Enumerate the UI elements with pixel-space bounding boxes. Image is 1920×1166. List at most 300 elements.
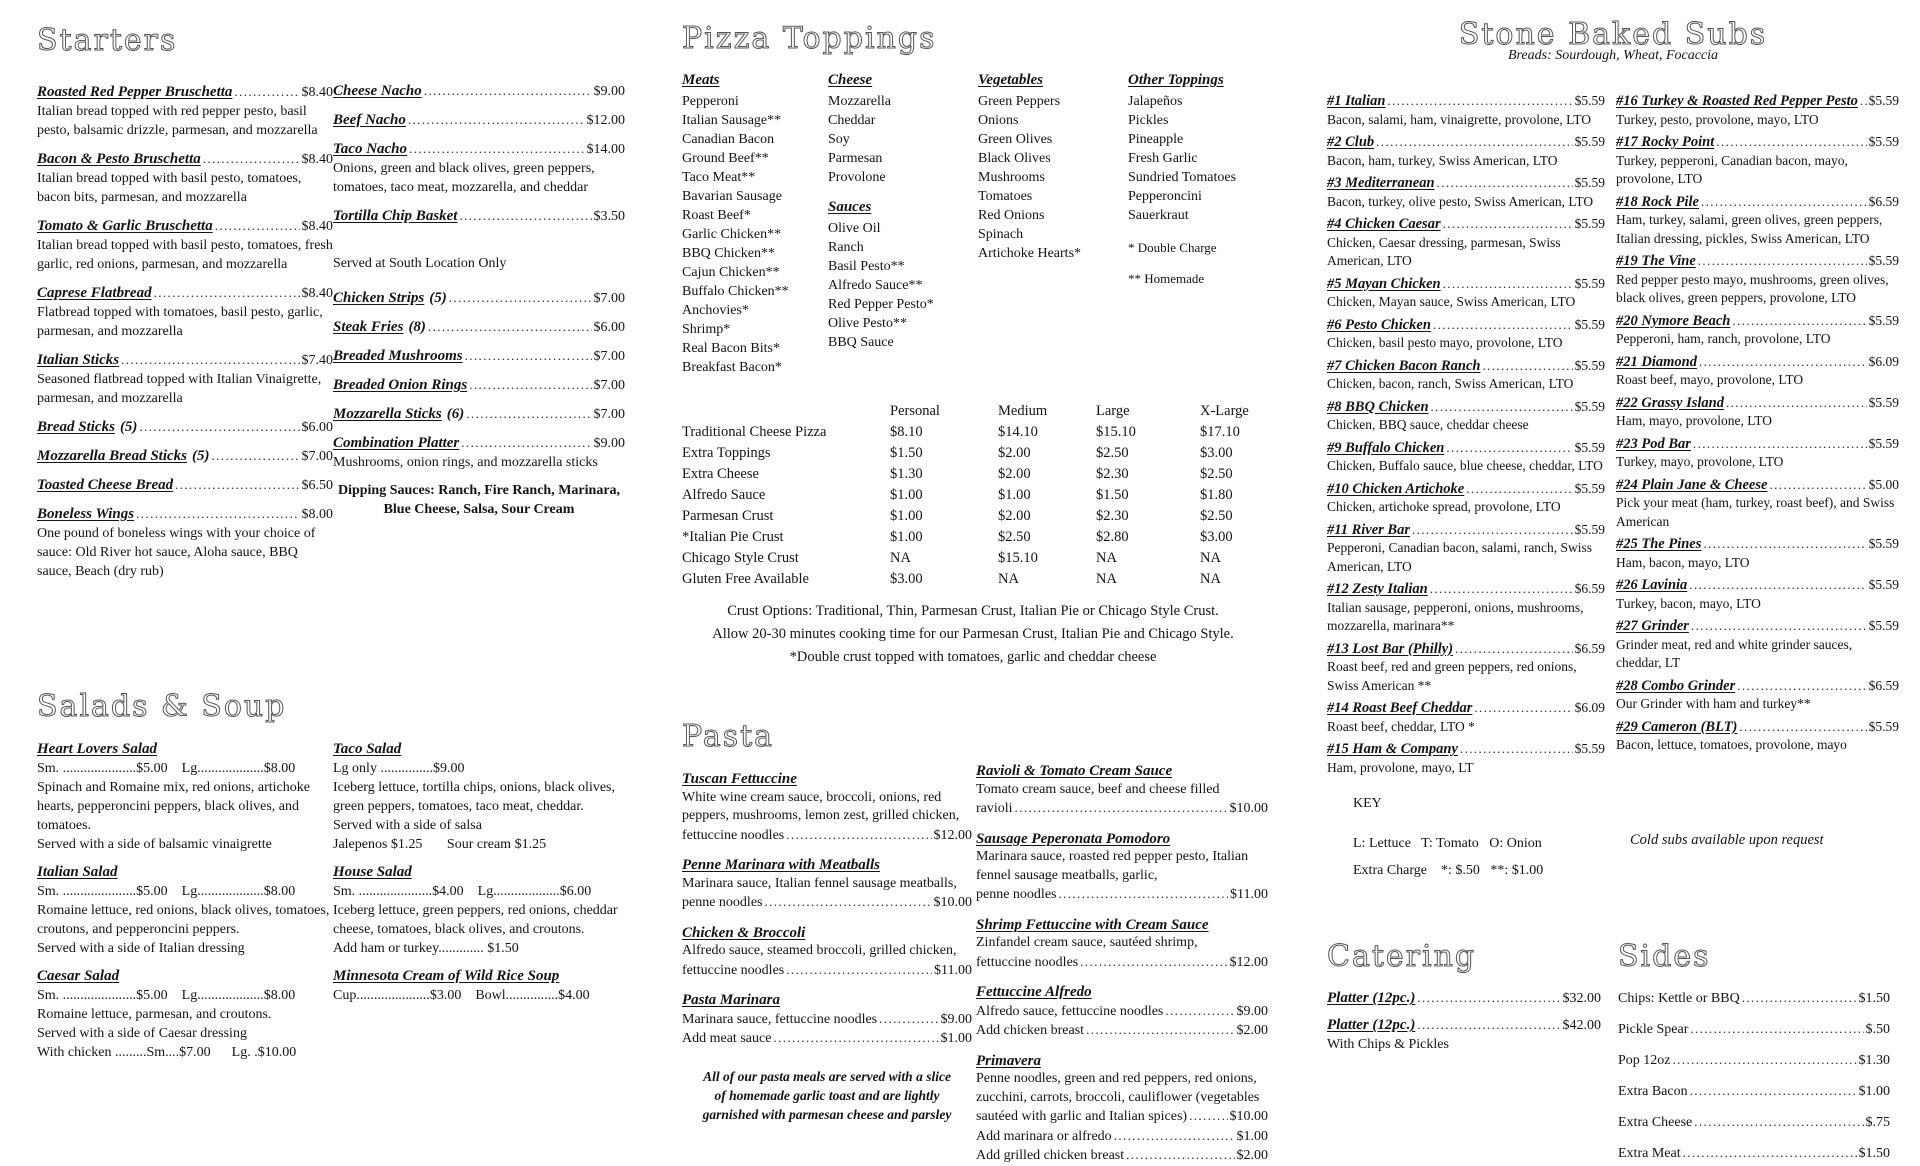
- pizza-table-value: $1.00: [890, 508, 923, 524]
- menu-item-desc: Chicken, BBQ sauce, cheddar cheese: [1327, 417, 1529, 432]
- dot-leader: [879, 1010, 938, 1030]
- menu-item: [1327, 275, 1605, 312]
- pizza-table-value: $1.00: [890, 487, 923, 503]
- menu-item: [333, 967, 635, 1005]
- menu-item-price: $42.00: [1562, 1018, 1601, 1033]
- menu-item: [333, 433, 625, 472]
- menu-item-desc: Chicken, Caesar dressing, parmesan, Swiss American, LTO: [1327, 234, 1561, 268]
- dot-leader: [139, 417, 299, 437]
- menu-item-name: #28 Combo Grinder: [1616, 677, 1736, 694]
- pizza-table-label: Extra Toppings: [682, 445, 771, 461]
- menu-item-price: $5.59: [1574, 398, 1605, 414]
- menu-item-name: Tuscan Fettuccine: [682, 771, 797, 787]
- menu-item-price-line: [976, 1146, 1268, 1166]
- menu-item-desc: Italian bread topped with red pepper pesto, basil pesto, balsamic drizzle, parmesan, and mozzarella: [37, 104, 318, 138]
- topping-item: BBQ Sauce: [828, 335, 894, 350]
- menu-item-line: With chicken .........Sm....$7.00 Lg. .$10.00: [37, 1045, 297, 1060]
- dot-leader: [154, 283, 300, 303]
- menu-item: [333, 375, 625, 395]
- price-line-label: fettuccine noodles: [682, 962, 785, 978]
- dot-leader: [1455, 640, 1573, 659]
- menu-item-desc: Roast beef, cheddar, LTO *: [1327, 718, 1475, 734]
- menu-item-desc: Ham, bacon, mayo, LTO: [1616, 554, 1750, 570]
- pasta-note-line: All of our pasta meals are served with a slice: [703, 1068, 951, 1084]
- menu-item-name: #17 Rocky Point: [1616, 134, 1715, 150]
- dot-leader: [1703, 535, 1866, 554]
- topping-item: Basil Pesto**: [828, 259, 905, 274]
- menu-item-price: $1.00: [1236, 1128, 1268, 1144]
- menu-item-price-line: [682, 893, 972, 913]
- pizza-table-value: NA: [1096, 550, 1117, 566]
- dot-leader: [1693, 435, 1867, 454]
- topping-item: Green Peppers: [978, 94, 1061, 109]
- menu-item: [1618, 1143, 1890, 1163]
- menu-item-price: $5.59: [1868, 577, 1899, 592]
- dot-leader: [1699, 353, 1867, 372]
- subs-title: Stone Baked Subs: [1458, 17, 1768, 52]
- menu-item-name: Minnesota Cream of Wild Rice Soup: [333, 968, 560, 984]
- menu-item-suffix: (8): [408, 319, 426, 335]
- catering-section: [1327, 938, 1601, 1061]
- pizza-price-table: [682, 401, 1264, 590]
- dot-leader: [1387, 92, 1572, 111]
- menu-item: [1616, 394, 1899, 431]
- pizza-table-value: $15.10: [998, 550, 1038, 566]
- menu-item-price: $1.30: [1858, 1053, 1890, 1068]
- menu-item-desc: Bacon, lettuce, tomatoes, provolone, mayo: [1616, 737, 1847, 752]
- menu-item-desc: Italian sausage, pepperoni, onions, mushrooms, mozzarella, marinara**: [1327, 599, 1584, 633]
- menu-item-head: [1327, 521, 1605, 540]
- menu-item-head: [1327, 699, 1605, 718]
- menu-item-head: [37, 475, 333, 495]
- key-extra-charge-line: Extra Charge *: $.50 **: $1.00: [1353, 863, 1544, 878]
- menu-item-price-line: [682, 1010, 972, 1030]
- sides-title: Sides: [1618, 939, 1711, 974]
- pizza-table-value: $1.00: [998, 487, 1031, 503]
- menu-item-name: Roasted Red Pepper Bruschetta: [37, 84, 233, 100]
- menu-item-name: #8 BBQ Chicken: [1327, 398, 1429, 415]
- menu-item-price-line: [682, 826, 972, 846]
- menu-item: [1327, 357, 1605, 394]
- dot-leader: [1446, 439, 1572, 458]
- menu-item-head: [1327, 640, 1605, 659]
- menu-item-desc: Chicken, bacon, ranch, Swiss American, LTO: [1327, 376, 1574, 391]
- dot-leader: [1015, 799, 1228, 819]
- menu-item: [1327, 215, 1605, 271]
- menu-item-sizes: Sm. .....................$4.00 Lg...................$6.00: [333, 884, 592, 899]
- menu-item-head: [682, 770, 972, 789]
- menu-item-price: $14.00: [586, 142, 625, 157]
- menu-item-price: $8.40: [301, 219, 333, 234]
- menu-item-name: #27 Grinder: [1616, 618, 1689, 634]
- dot-leader: [1482, 357, 1572, 376]
- dot-leader: [1691, 617, 1867, 636]
- menu-item: [1327, 580, 1605, 636]
- menu-item: [1327, 133, 1605, 170]
- menu-item-head: [1327, 439, 1605, 458]
- menu-item-name: #20 Nymore Beach: [1616, 312, 1731, 329]
- menu-item-head: [1616, 617, 1899, 636]
- dot-leader: [1376, 133, 1572, 152]
- menu-item: [1327, 521, 1605, 577]
- menu-item-price: $6.50: [301, 478, 333, 493]
- pizza-table-value: $2.00: [998, 508, 1031, 524]
- dot-leader: [1689, 576, 1866, 595]
- cooking-time-note: Allow 20-30 minutes cooking time for our Parmesan Crust, Italian Pie and Chicago Style.: [712, 626, 1234, 642]
- menu-item: [333, 206, 625, 226]
- menu-item-price: $5.59: [1574, 480, 1605, 496]
- dot-leader: [1417, 988, 1560, 1008]
- menu-item-head: [1616, 92, 1899, 111]
- topping-category: [978, 72, 1128, 263]
- menu-item-price: $9.00: [593, 436, 625, 451]
- menu-item-line: Served with a side of salsa: [333, 818, 482, 833]
- menu-item-name: #23 Pod Bar: [1616, 435, 1691, 452]
- menu-item: [1616, 193, 1899, 249]
- catering-items: [1327, 988, 1601, 1054]
- pizza-table-value: $1.00: [890, 529, 923, 545]
- menu-item-desc: Mushrooms, onion rings, and mozzarella sticks: [333, 455, 598, 470]
- menu-item: [1616, 535, 1899, 572]
- topping-item: Taco Meat**: [682, 170, 756, 185]
- topping-item: Ranch: [828, 240, 864, 255]
- menu-item-desc: Our Grinder with ham and turkey**: [1616, 696, 1811, 711]
- menu-item-head: [333, 288, 625, 308]
- menu-item-desc: Marinara sauce, roasted red pepper pesto, Italian fennel sausage meatballs, garlic,: [976, 849, 1249, 883]
- menu-item-head: [333, 317, 625, 337]
- topping-item: Red Onions: [978, 208, 1045, 223]
- menu-item: [976, 916, 1268, 973]
- price-line-label: Add marinara or alfredo: [976, 1128, 1112, 1144]
- dot-leader: [1742, 988, 1857, 1008]
- pasta-note-line: of homemade garlic toast and are lightly: [714, 1087, 940, 1103]
- toppings-col-vegetables: [978, 72, 1128, 389]
- menu-item-price: $1.00: [1858, 1084, 1890, 1099]
- topping-item: Soy: [828, 132, 850, 147]
- menu-item-price: $6.59: [1868, 193, 1899, 209]
- pizza-table-row: [682, 506, 1264, 527]
- menu-item: [37, 504, 333, 581]
- topping-category-name: Vegetables: [978, 72, 1043, 88]
- dot-leader: [215, 216, 300, 236]
- menu-item-desc: Italian bread topped with basil pesto, tomatoes, fresh garlic, red onions, parmesan, and mozzarella: [37, 238, 333, 272]
- south-location-note: Served at South Location Only: [333, 256, 507, 271]
- dot-leader: [175, 475, 299, 495]
- menu-item-head: [333, 139, 625, 159]
- menu-item-price-line: [682, 1029, 972, 1049]
- menu-item-head: [1616, 312, 1899, 331]
- menu-item-head: [333, 433, 625, 453]
- dot-leader: [786, 961, 932, 981]
- subs-column-1: [1327, 92, 1605, 781]
- menu-item-price: $5.59: [1574, 439, 1605, 455]
- menu-item: [1616, 252, 1899, 308]
- pizza-table-row: [682, 527, 1264, 548]
- dot-leader: [449, 288, 592, 308]
- menu-item: [1618, 1019, 1890, 1039]
- dot-leader: [1412, 521, 1573, 540]
- topping-item: Cajun Chicken**: [682, 265, 780, 280]
- menu-item: [1618, 1081, 1890, 1101]
- menu-item-name: Beef Nacho: [333, 112, 406, 128]
- menu-item-head: [1616, 435, 1899, 454]
- pizza-table-row: [682, 569, 1264, 590]
- menu-item-desc: Chicken, Buffalo sauce, blue cheese, cheddar, LTO: [1327, 458, 1603, 473]
- pizza-table-column: Medium: [998, 403, 1048, 419]
- dot-leader: [1437, 174, 1573, 193]
- menu-item-line: Served with a side of balsamic vinaigrette: [37, 837, 272, 852]
- pizza-table-value: NA: [1096, 571, 1117, 587]
- menu-item: [1616, 617, 1899, 673]
- menu-item-head: [333, 346, 625, 366]
- menu-item-head: [37, 504, 333, 524]
- dot-leader: [764, 893, 931, 913]
- menu-item-desc: With Chips & Pickles: [1327, 1037, 1449, 1052]
- menu-item-name: Tortilla Chip Basket: [333, 208, 458, 224]
- menu-item-desc: Romaine lettuce, parmesan, and croutons.: [37, 1007, 272, 1022]
- menu-item-name: Pickle Spear: [1618, 1022, 1689, 1037]
- topping-item: Garlic Chicken**: [682, 227, 782, 242]
- dot-leader: [1737, 677, 1866, 696]
- menu-item-name: #1 Italian: [1327, 93, 1386, 109]
- menu-item: [976, 762, 1268, 819]
- menu-item-price-line: [976, 1107, 1268, 1127]
- menu-item: [333, 317, 625, 337]
- menu-item: [976, 983, 1268, 1041]
- menu-item-sizes: Cup.....................$3.00 Bowl...............$4.00: [333, 988, 590, 1003]
- menu-item-name: #18 Rock Pile: [1616, 193, 1699, 210]
- salads-title: Salads & Soup: [37, 689, 287, 724]
- menu-item-sizes: Lg only ...............$9.00: [333, 761, 465, 776]
- menu-item: [976, 1052, 1268, 1166]
- menu-item-name: Pop 12oz: [1618, 1053, 1671, 1068]
- menu-item-desc: Iceberg lettuce, green peppers, red onions, cheddar cheese, tomatoes, black olives, and croutons.: [333, 903, 618, 937]
- pizza-table-value: $2.80: [1096, 529, 1129, 545]
- menu-item-name: Bread Sticks: [37, 419, 115, 435]
- menu-item: [1327, 480, 1605, 517]
- menu-item-line: Served with a side of Italian dressing: [37, 941, 245, 956]
- menu-item-head: [682, 991, 972, 1010]
- pizza-table-value: $3.00: [890, 571, 923, 587]
- dot-leader: [234, 82, 299, 102]
- menu-item-name: #11 River Bar: [1327, 521, 1410, 538]
- menu-item-desc: Zinfandel cream sauce, sautéed shrimp,: [976, 935, 1198, 950]
- menu-item-head: [1327, 988, 1601, 1008]
- menu-item-price: $9.00: [593, 84, 625, 99]
- menu-item-desc: Onions, green and black olives, green peppers, tomatoes, taco meat, mozzarella, and cheddar: [333, 161, 595, 195]
- menu-item-name: Mozzarella Bread Sticks: [37, 448, 188, 464]
- menu-item-head: [1618, 1143, 1890, 1163]
- menu-item-name: Cheese Nacho: [333, 83, 422, 99]
- menu-item-name: #24 Plain Jane & Cheese: [1616, 476, 1768, 493]
- menu-item-price: $5.59: [1868, 536, 1899, 551]
- menu-item-suffix: (5): [429, 290, 447, 306]
- menu-item: [1616, 312, 1899, 349]
- menu-item: [1327, 439, 1605, 476]
- menu-item-name: Platter (12pc.): [1327, 1017, 1416, 1033]
- menu-item-price: $9.00: [940, 1011, 972, 1027]
- dot-leader: [1673, 1050, 1857, 1070]
- menu-item-price: $7.00: [593, 291, 625, 306]
- menu-item: [1616, 133, 1899, 189]
- dot-leader: [424, 81, 592, 101]
- menu-item: [1616, 92, 1899, 129]
- menu-item-desc: Ham, mayo, provolone, LTO: [1616, 413, 1772, 428]
- dot-leader: [1690, 1081, 1857, 1101]
- dot-leader: [212, 446, 300, 466]
- menu-item-name: #10 Chicken Artichoke: [1327, 480, 1465, 497]
- menu-item-head: [37, 149, 333, 169]
- menu-item-price-line: [976, 885, 1268, 905]
- menu-item-price: $1.50: [1858, 991, 1890, 1006]
- menu-item-head: [333, 110, 625, 130]
- pizza-table-value: $2.50: [998, 529, 1031, 545]
- pizza-table-row: [682, 485, 1264, 506]
- price-line-label: ravioli: [976, 801, 1013, 816]
- menu-item: [1327, 640, 1605, 696]
- dot-leader: [1694, 1112, 1863, 1132]
- dot-leader: [1126, 1146, 1234, 1166]
- menu-item-price: $6.00: [301, 420, 333, 435]
- menu-item-desc: Ham, turkey, salami, green olives, green peppers, Italian dressing, pickles, Swiss American, LTO: [1616, 212, 1883, 246]
- menu-item-head: [1616, 193, 1899, 212]
- menu-item: [37, 740, 339, 854]
- menu-item-head: [37, 740, 339, 759]
- menu-item-price: $5.59: [1868, 394, 1899, 410]
- menu-item: [333, 139, 625, 197]
- menu-item-name: Taco Salad: [333, 741, 402, 757]
- topping-category: [828, 199, 978, 352]
- menu-item-name: #3 Mediterranean: [1327, 175, 1435, 191]
- menu-item-head: [1327, 398, 1605, 417]
- menu-item-sizes: Sm. .....................$5.00 Lg...................$8.00: [37, 884, 296, 899]
- pizza-table-value: $17.10: [1200, 424, 1240, 440]
- pasta-column-1: [682, 770, 972, 1049]
- menu-item-head: [1618, 1050, 1890, 1070]
- menu-item-price-line: [976, 1002, 1268, 1022]
- menu-item-head: [1616, 576, 1899, 595]
- pizza-table-value: $14.10: [998, 424, 1038, 440]
- menu-item-price: $5.59: [1574, 316, 1605, 332]
- menu-item-desc: Ham, provolone, mayo, LT: [1327, 759, 1474, 775]
- topping-item: Canadian Bacon: [682, 132, 775, 147]
- starters-section: [37, 22, 333, 590]
- menu-item-head: [1616, 476, 1899, 495]
- menu-item: [1616, 677, 1899, 714]
- dot-leader: [1058, 885, 1228, 905]
- dot-leader: [786, 826, 931, 846]
- topping-item: Sundried Tomatoes: [1128, 170, 1237, 185]
- menu-item-price: $6.59: [1574, 640, 1605, 656]
- menu-item-desc: Chicken, basil pesto mayo, provolone, LTO: [1327, 335, 1563, 350]
- menu-item-head: [1327, 357, 1605, 376]
- menu-item: [1327, 92, 1605, 129]
- dipping-sauces-note: [333, 481, 625, 519]
- menu-item-name: #12 Zesty Italian: [1327, 581, 1428, 597]
- cold-subs-note: Cold subs available upon request: [1630, 832, 1824, 848]
- menu-item-head: [682, 924, 972, 943]
- dot-leader: [136, 504, 299, 524]
- price-line-label: penne noodles: [976, 887, 1057, 902]
- menu-item-head: [37, 350, 333, 370]
- menu-item: [682, 991, 972, 1049]
- price-line-label: Marinara sauce, fettuccine noodles: [682, 1011, 878, 1027]
- menu-item-price-line: [976, 1021, 1268, 1041]
- menu-item-name: Italian Sticks: [37, 352, 120, 368]
- dot-leader: [1433, 316, 1573, 335]
- dot-leader: [1698, 252, 1867, 271]
- menu-item-name: Combination Platter: [333, 435, 460, 451]
- menu-item-name: Tomato & Garlic Bruschetta: [37, 218, 213, 234]
- menu-item-price: $6.59: [1868, 677, 1899, 693]
- menu-item: [1616, 435, 1899, 472]
- menu-item-desc: Bacon, salami, ham, vinaigrette, provolone, LTO: [1327, 111, 1591, 127]
- menu-item-price: $5.59: [1868, 134, 1899, 149]
- menu-item: [37, 967, 339, 1062]
- menu-item-suffix: (5): [119, 419, 138, 435]
- dot-leader: [466, 404, 591, 424]
- menu-item-head: [1327, 316, 1605, 335]
- menu-item: [1616, 718, 1899, 755]
- topping-item: Green Olives: [978, 132, 1053, 147]
- dot-leader: [1443, 215, 1573, 234]
- menu-item-price: $8.40: [301, 152, 333, 167]
- menu-item-price: $5.59: [1574, 275, 1605, 291]
- menu-item: [682, 856, 972, 913]
- menu-item-sizes: Sm. .....................$5.00 Lg...................$8.00: [37, 761, 296, 776]
- key-legend-line: L: Lettuce T: Tomato O: Onion: [1353, 836, 1542, 851]
- dot-leader: [1165, 1002, 1234, 1022]
- pizza-table-label: *Italian Pie Crust: [682, 529, 784, 545]
- dot-leader: [409, 139, 584, 159]
- pasta-note-line: garnished with parmesan cheese and parsley: [702, 1106, 952, 1122]
- menu-item-name: Shrimp Fettuccine with Cream Sauce: [976, 916, 1209, 933]
- menu-item-head: [1616, 394, 1899, 413]
- menu-item-desc: Red pepper pesto mayo, mushrooms, green olives, black olives, green peppers, provolone, LTO: [1616, 271, 1889, 305]
- subs-breads-note: Breads: Sourdough, Wheat, Focaccia: [1507, 48, 1719, 63]
- dot-leader: [203, 149, 300, 169]
- menu-item-head: [37, 446, 333, 466]
- pizza-table-column: [682, 401, 890, 422]
- key-title: KEY: [1353, 796, 1382, 811]
- menu-item-price: $5.59: [1574, 521, 1605, 537]
- pizza-table-value: $1.50: [890, 445, 923, 461]
- pizza-table-value: $3.00: [1200, 445, 1233, 461]
- dot-leader: [1701, 193, 1867, 212]
- dot-leader: [1443, 275, 1573, 294]
- menu-item: [37, 283, 333, 341]
- menu-item-name: #15 Ham & Company: [1327, 741, 1458, 757]
- menu-item-head: [976, 983, 1268, 1002]
- menu-item-head: [333, 375, 625, 395]
- menu-item: [682, 770, 972, 845]
- pizza-table-value: $2.00: [998, 466, 1031, 482]
- menu-item-head: [1616, 677, 1899, 696]
- menu-item-price: $6.09: [1868, 353, 1899, 369]
- menu-item: [1327, 398, 1605, 435]
- menu-item-head: [1327, 174, 1605, 193]
- menu-item-price: $5.59: [1868, 312, 1899, 328]
- menu-item-name: Ravioli & Tomato Cream Sauce: [976, 763, 1173, 779]
- topping-category-name: Meats: [682, 72, 720, 88]
- pizza-table-value: $1.30: [890, 466, 923, 482]
- dot-leader: [1732, 312, 1866, 331]
- starters-column-2: [333, 81, 625, 519]
- topping-category-name: Other Toppings: [1128, 72, 1224, 88]
- toppings-col-other: [1128, 72, 1264, 389]
- menu-item-price: $10.00: [933, 895, 972, 910]
- dot-leader: [1860, 92, 1867, 111]
